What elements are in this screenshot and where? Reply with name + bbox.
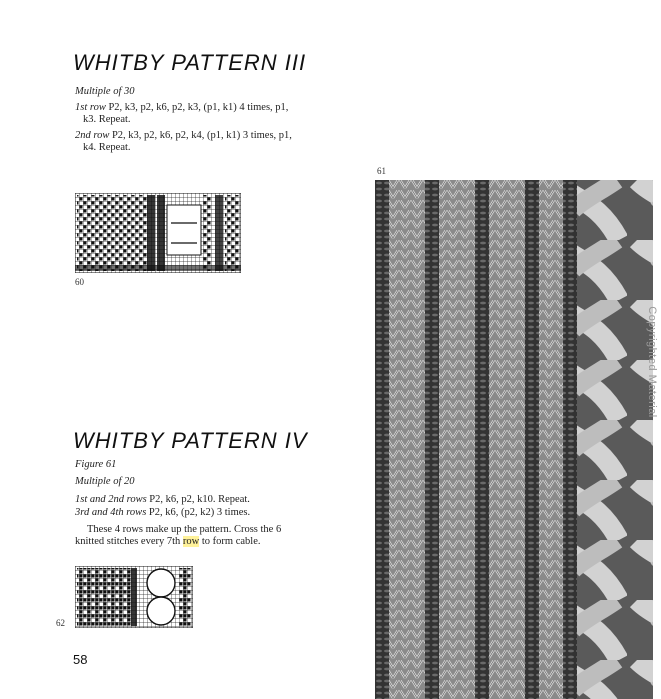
page-number: 58 <box>73 652 88 667</box>
photo-label: 61 <box>377 166 386 176</box>
pattern-4-multiple: Multiple of 20 <box>75 476 135 487</box>
stitch-chart-62 <box>75 566 193 628</box>
chart-62-label: 62 <box>56 618 65 628</box>
chart-60-label: 60 <box>75 277 84 287</box>
pattern-4-figure: Figure 61 <box>75 459 117 470</box>
pattern-4-rows-3-4: 3rd and 4th rows P2, k6, (p2, k2) 3 times. <box>75 507 251 518</box>
pattern-3-row-1: 1st row P2, k3, p2, k6, p2, k3, (p1, k1) 4 times, p1, k3. Repeat. <box>75 102 289 125</box>
stitch-chart-60 <box>75 193 241 273</box>
pattern-3-title: WHITBY PATTERN III <box>73 50 307 75</box>
pattern-3-row-2: 2nd row P2, k3, p2, k6, p2, k4, (p1, k1) 3 times, p1, k4. Repeat. <box>75 130 292 153</box>
pattern-4-note: These 4 rows make up the pattern. Cross the 6 knitted stitches every 7th row to form cable. <box>75 524 282 547</box>
pattern-3-multiple: Multiple of 30 <box>75 86 135 97</box>
pattern-4-rows-1-2: 1st and 2nd rows P2, k6, p2, k10. Repeat. <box>75 494 250 505</box>
knitted-cable-photo <box>375 180 653 699</box>
copyright-watermark: Copyrighted Material <box>646 306 658 418</box>
highlighted-word: row <box>182 536 200 547</box>
pattern-4-title: WHITBY PATTERN IV <box>73 428 308 453</box>
